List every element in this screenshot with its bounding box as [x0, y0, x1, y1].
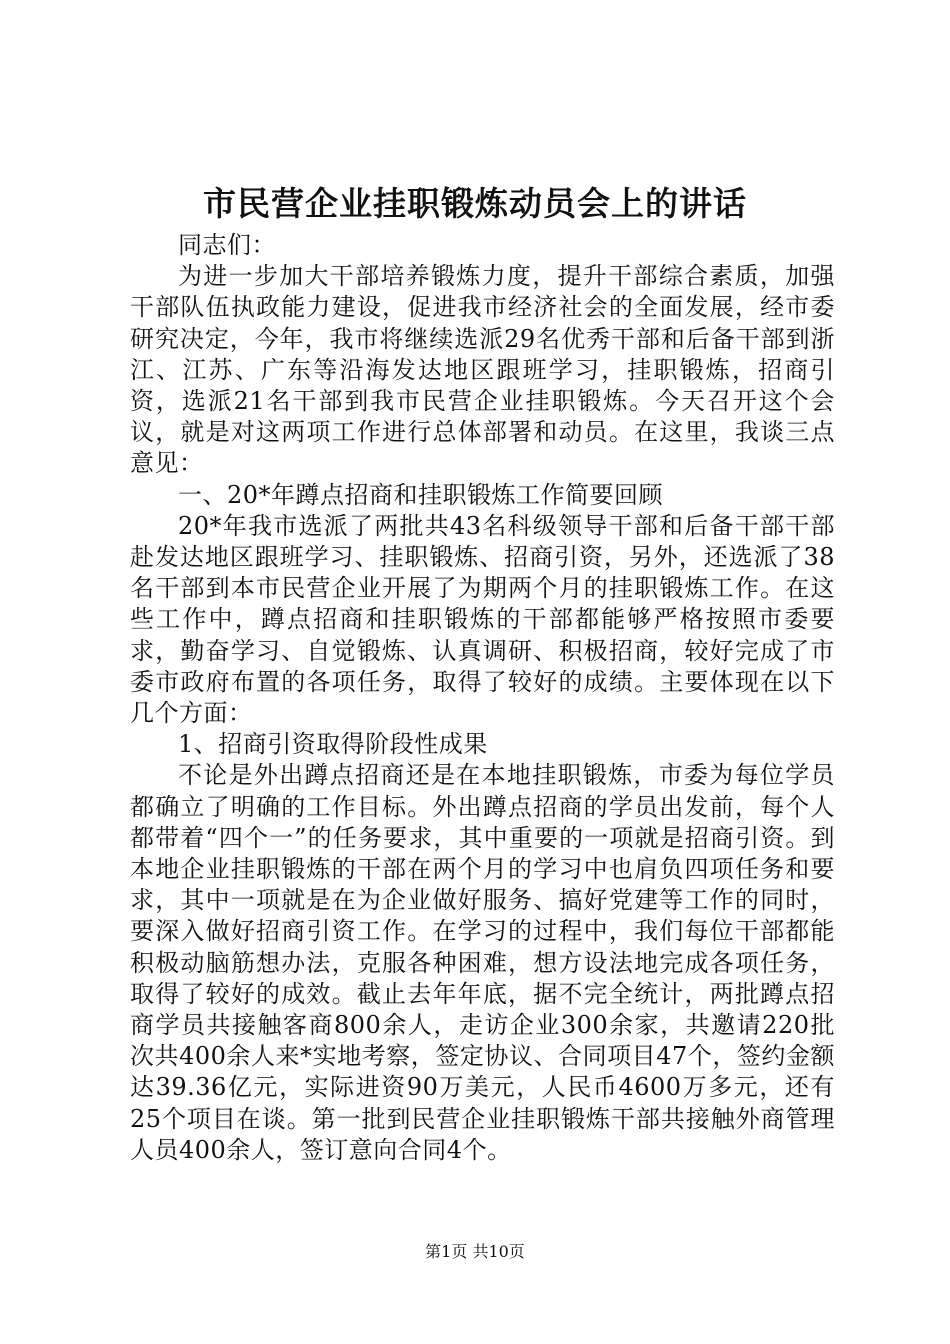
review-paragraph: 20*年我市选派了两批共43名科级领导干部和后备干部干部赴发达地区跟班学习、挂职锻炼、招商引资，另外，还选派了38名干部到本市民营企业开展了为期两个月的挂职锻炼工作。在这些工作中，蹲点招商和挂职锻炼的干部都能够严格按照市委要求，勤奋学习、自觉锻炼、认真调研、积极招商，较好完成了市委市政府布置的各项任务，取得了较好的成绩。主要体现在以下几个方面： — [130, 511, 835, 728]
investment-paragraph: 不论是外出蹲点招商还是在本地挂职锻炼，市委为每位学员都确立了明确的工作目标。外出蹲点招商的学员出发前，每个人都带着“四个一”的任务要求，其中重要的一项就是招商引资。到本地企业挂职锻炼的干部在两个月的学习中也肩负四项任务和要求，其中一项就是在为企业做好服务、搞好党建等工作的同时，要深入做好招商引资工作。在学习的过程中，我们每位干部都能积极动脑筋想办法，克服各种困难，想方设法地完成各项任务，取得了较好的成效。截止去年年底，据不完全统计，两批蹲点招商学员共接触客商800余人，走访企业300余家，共邀请220批次共400余人来*实地考察，签定协议、合同项目47个，签约金额达39.36亿元，实际进资90万美元，人民币4600万多元，还有25个项目在谈。第一批到民营企业挂职锻炼干部共接触外商管理人员400余人，签订意向合同4个。 — [130, 761, 835, 1164]
salutation-paragraph: 同志们： — [178, 231, 276, 259]
intro-paragraph: 为进一步加大干部培养锻炼力度，提升干部综合素质，加强干部队伍执政能力建设，促进我市经济社会的全面发展，经市委研究决定，今年，我市将继续选派29名优秀干部和后备干部到浙江、江苏、广东等沿海发达地区跟班学习，挂职锻炼，招商引资，选派21名干部到我市民营企业挂职锻炼。今天召开这个会议，就是对这两项工作进行总体部署和动员。在这里，我谈三点意见： — [130, 262, 835, 478]
document-body — [130, 230, 835, 1166]
document-title: 市民营企业挂职锻炼动员会上的讲话 — [203, 184, 747, 223]
section-heading-1: 一、20*年蹲点招商和挂职锻炼工作简要回顾 — [178, 480, 664, 509]
subsection-heading-1: 1、招商引资取得阶段性成果 — [178, 730, 488, 759]
page-footer: 第1页 共10页 — [425, 1242, 525, 1261]
